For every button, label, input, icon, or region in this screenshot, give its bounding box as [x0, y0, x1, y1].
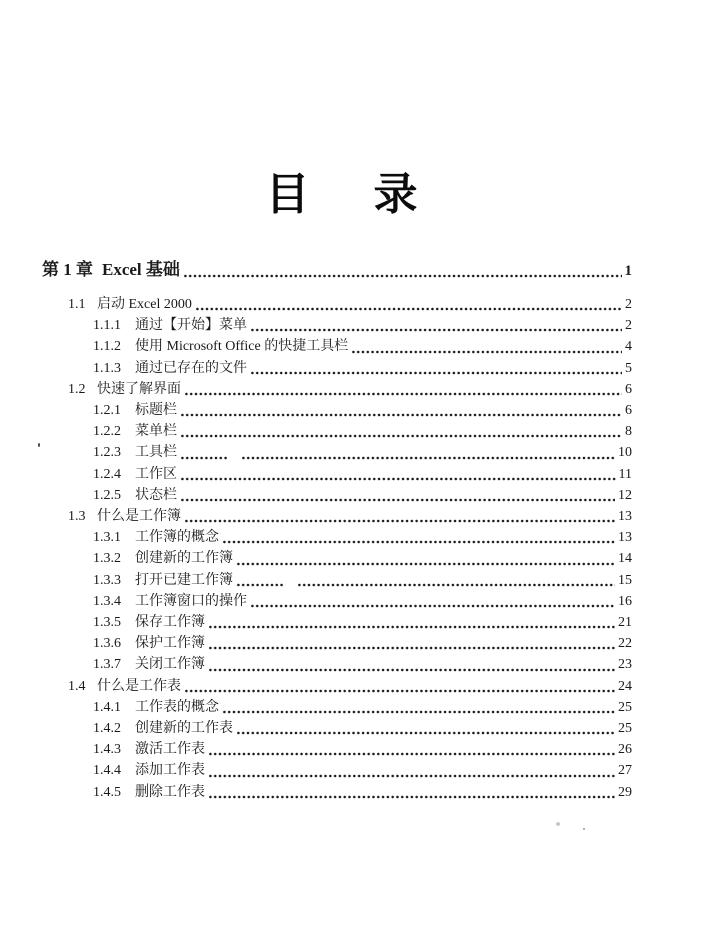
- dotted-leader: [250, 328, 622, 332]
- toc-entry-row: [0, 336, 632, 357]
- entry-page-number: 26: [618, 742, 632, 758]
- entry-number: 1.4.3: [93, 742, 121, 758]
- dotted-leader: [208, 752, 615, 756]
- entry-number: 第 1 章: [42, 260, 93, 279]
- entry-page-number: 2: [625, 318, 632, 334]
- entry-title: 通过【开始】菜单: [135, 318, 247, 334]
- toc-entry-row: [0, 570, 632, 591]
- scan-artifact: [583, 828, 585, 830]
- dotted-leader: [184, 392, 622, 396]
- entry-page-number: 29: [618, 784, 632, 800]
- toc-entry-row: [0, 421, 632, 442]
- entry-number: 1.4.2: [93, 721, 121, 737]
- entry-title: 什么是工作表: [97, 678, 181, 694]
- entry-title: 工具栏: [135, 445, 177, 461]
- toc-entry-row: [0, 782, 632, 803]
- toc-entry-row: [0, 739, 632, 760]
- dotted-leader: [184, 519, 615, 523]
- page-title: [0, 170, 683, 219]
- entry-number: 1.2.3: [93, 445, 121, 461]
- entry-number: 1.4: [68, 678, 86, 694]
- toc-entry-row: [0, 315, 632, 336]
- entry-number: 1.3.3: [93, 572, 121, 588]
- dotted-leader: [236, 731, 615, 735]
- page-title-char-1: 目: [265, 170, 310, 219]
- entry-number: 1.3: [68, 509, 86, 525]
- entry-title: 创建新的工作表: [135, 721, 233, 737]
- scan-artifact: [556, 822, 560, 826]
- entry-title: 关闭工作簿: [135, 657, 205, 673]
- entry-number: 1.2: [68, 381, 86, 397]
- toc-list: [0, 254, 632, 803]
- entry-title: 菜单栏: [135, 424, 177, 440]
- toc-entry-row: [0, 358, 632, 379]
- entry-page-number: 11: [618, 466, 632, 482]
- entry-number: 1.3.2: [93, 551, 121, 567]
- dotted-leader: [180, 413, 622, 417]
- entry-title: Excel 基础: [102, 260, 180, 279]
- entry-number: 1.4.1: [93, 699, 121, 715]
- dotted-leader: [180, 477, 616, 481]
- toc-entry-row: [0, 591, 632, 612]
- dotted-leader: [180, 498, 615, 502]
- entry-number: 1.2.2: [93, 424, 121, 440]
- entry-page-number: 25: [618, 721, 632, 737]
- dotted-leader: [351, 350, 622, 354]
- entry-number: 1.2.1: [93, 403, 121, 419]
- toc-entry-row: [0, 527, 632, 548]
- entry-number: 1.1.2: [93, 339, 121, 355]
- toc-entry-row: [0, 633, 632, 654]
- entry-page-number: 14: [618, 551, 632, 567]
- entry-title: 打开已建工作簿: [135, 572, 233, 588]
- entry-page-number: 13: [618, 530, 632, 546]
- entry-number: 1.2.5: [93, 487, 121, 503]
- entry-number: 1.4.5: [93, 784, 121, 800]
- entry-title: 添加工作表: [135, 763, 205, 779]
- entry-page-number: 1: [624, 263, 632, 279]
- dotted-leader: [241, 456, 615, 460]
- dotted-leader: [208, 646, 615, 650]
- entry-number: 1.3.5: [93, 615, 121, 631]
- entry-number: 1.1: [68, 297, 86, 312]
- entry-title: 什么是工作簿: [97, 509, 181, 525]
- entry-page-number: 6: [625, 381, 632, 397]
- toc-entry-row: [0, 612, 632, 633]
- entry-title: 保存工作簿: [135, 615, 205, 631]
- entry-number: 1.1.1: [93, 318, 121, 334]
- toc-entry-row: [0, 379, 632, 400]
- entry-title: 工作簿的概念: [135, 530, 219, 546]
- entry-title: 标题栏: [135, 403, 177, 419]
- dotted-leader-segment: [236, 583, 284, 587]
- entry-page-number: 23: [618, 657, 632, 673]
- entry-page-number: 5: [625, 360, 632, 376]
- entry-title: 启动 Excel 2000: [97, 297, 192, 312]
- toc-entry-row: [0, 294, 632, 315]
- toc-entry-row: [0, 697, 632, 718]
- leader-gap: [284, 587, 294, 591]
- dotted-leader: [250, 371, 622, 375]
- entry-number: 1.4.4: [93, 763, 121, 779]
- toc-entry-row: [0, 654, 632, 675]
- dotted-leader: [208, 795, 615, 799]
- dotted-leader: [208, 625, 615, 629]
- entry-page-number: 2: [625, 297, 632, 312]
- dotted-leader: [250, 604, 615, 608]
- entry-page-number: 8: [625, 424, 632, 440]
- dotted-leader: [208, 668, 615, 672]
- toc-entry-row: [0, 464, 632, 485]
- entry-title: 工作区: [135, 466, 177, 482]
- entry-title: 工作簿窗口的操作: [135, 593, 247, 609]
- dotted-leader: [183, 274, 622, 278]
- dotted-leader: [208, 774, 615, 778]
- toc-entry-row: [0, 485, 632, 506]
- page-title-char-2: 录: [373, 170, 418, 219]
- entry-title: 工作表的概念: [135, 699, 219, 715]
- scan-artifact: [38, 443, 40, 447]
- toc-entry-row: [0, 548, 632, 569]
- entry-page-number: 13: [618, 509, 632, 525]
- toc-chapter-row: [0, 258, 632, 283]
- entry-title: 删除工作表: [135, 784, 205, 800]
- entry-page-number: 10: [618, 445, 632, 461]
- entry-page-number: 25: [618, 699, 632, 715]
- dotted-leader-segment: [180, 456, 228, 460]
- dotted-leader: [184, 689, 615, 693]
- toc-entry-row: [0, 442, 632, 463]
- entry-number: 1.3.6: [93, 636, 121, 652]
- entry-page-number: 15: [618, 572, 632, 588]
- entry-page-number: 24: [618, 678, 632, 694]
- entry-number: 1.1.3: [93, 360, 121, 376]
- entry-page-number: 22: [618, 636, 632, 652]
- toc-entry-row: [0, 718, 632, 739]
- entry-title: 使用 Microsoft Office 的快捷工具栏: [135, 339, 349, 355]
- toc-entry-row: [0, 400, 632, 421]
- entry-page-number: 12: [618, 487, 632, 503]
- entry-number: 1.3.7: [93, 657, 121, 673]
- dotted-leader: [236, 562, 615, 566]
- entry-page-number: 4: [625, 339, 632, 355]
- entry-number: 1.3.1: [93, 530, 121, 546]
- entry-number: 1.2.4: [93, 466, 121, 482]
- dotted-leader: [195, 307, 622, 311]
- dotted-leader: [180, 434, 622, 438]
- entry-page-number: 27: [618, 763, 632, 779]
- entry-title: 激活工作表: [135, 742, 205, 758]
- entry-page-number: 6: [625, 403, 632, 419]
- entry-number: 1.3.4: [93, 593, 121, 609]
- toc-entry-row: [0, 760, 632, 781]
- toc-entry-row: [0, 676, 632, 697]
- entry-title: 通过已存在的文件: [135, 360, 247, 376]
- leader-gap: [228, 460, 238, 464]
- dotted-leader: [222, 710, 615, 714]
- toc-entry-row: [0, 506, 632, 527]
- entry-title: 状态栏: [135, 487, 177, 503]
- entry-title: 快速了解界面: [97, 381, 181, 397]
- dotted-leader: [222, 540, 615, 544]
- entry-page-number: 16: [618, 593, 632, 609]
- entry-title: 创建新的工作簿: [135, 551, 233, 567]
- dotted-leader: [297, 583, 615, 587]
- entry-page-number: 21: [618, 615, 632, 631]
- entry-title: 保护工作簿: [135, 636, 205, 652]
